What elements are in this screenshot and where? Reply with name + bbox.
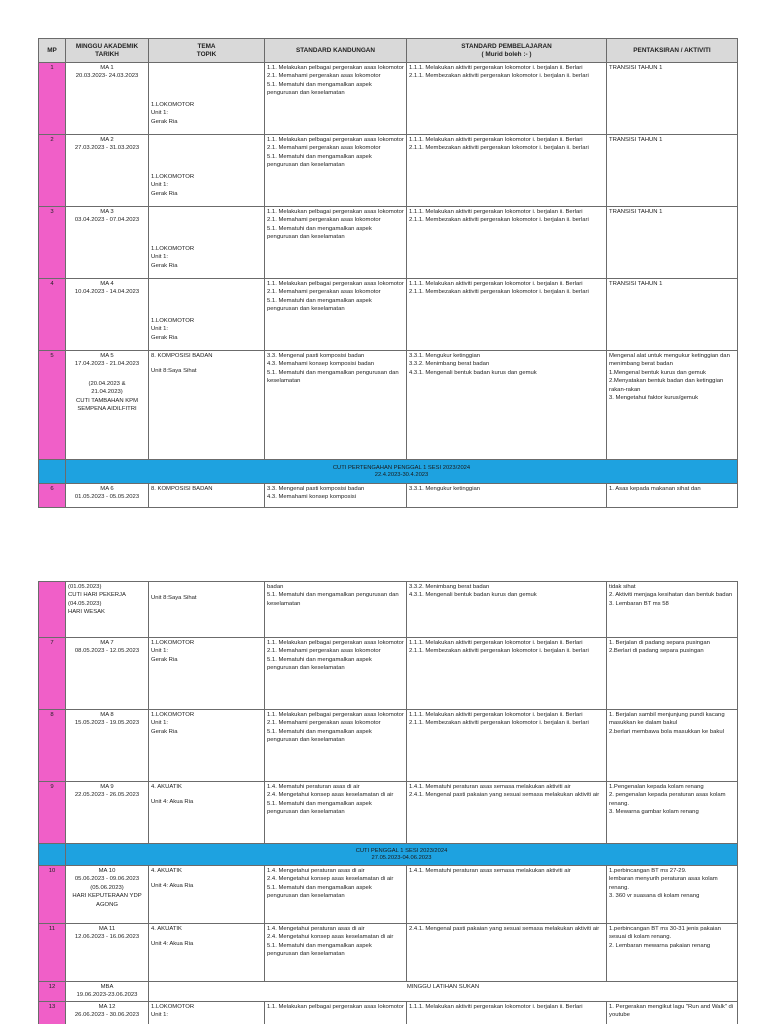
header-row (39, 39, 738, 63)
table-row (39, 924, 738, 982)
standard-pembelajaran-cell: 3.3.2. Menimbang berat badan 4.3.1. Mengenali bentuk badan kurus dan gemuk (407, 582, 607, 638)
mp-cell: 10 (39, 866, 66, 924)
minggu-cell: MA 7 08.05.2023 - 12.05.2023 (66, 638, 149, 710)
tema-topic: 4. AKUATIK (151, 926, 182, 932)
minggu-cell: MA 4 10.04.2023 - 14.04.2023 (66, 279, 149, 351)
tema-cell (149, 782, 265, 844)
minggu-cell: MBA 19.06.2023-23.06.2023 (66, 982, 149, 1002)
standard-pembelajaran-cell: 1.4.1. Mematuhi peraturan asas semasa melakukan aktiviti air 2.4.1. Mengenal pasti pakaian yang sesuai semasa melakukan aktiviti air (407, 782, 607, 844)
table-row (39, 782, 738, 844)
mp-cell: 13 (39, 1001, 66, 1024)
pentaksiran-cell: 1.Pengenalan kepada kolam renang 2. pengenalan kepada peraturan asas kolam renang. 3. Mewarna gambar kolam renang (607, 782, 738, 844)
tema-topic: 4. AKUATIK (151, 784, 182, 790)
mp-cell: 6 (39, 484, 66, 508)
standard-pembelajaran-cell: 1.1.1. Melakukan aktiviti pergerakan lokomotor i. berjalan ii. Berlari 2.1.1. Membezakan aktiviti pergerakan lokomotor i. berjalan ii. berlari (407, 63, 607, 135)
pentaksiran-cell: TRANSISI TAHUN 1 (607, 63, 738, 135)
tema-unit: Unit 8:Saya Sihat (151, 368, 197, 375)
pentaksiran-cell: 1. Berjalan di padang separa pusingan 2.Berlari di padang separa pusingan (607, 638, 738, 710)
page-2-clip (0, 581, 768, 1024)
tema-unit: Unit 4: Akua Ria (151, 941, 194, 948)
table-row (39, 1001, 738, 1024)
mp-cell: 8 (39, 710, 66, 782)
tema-cell (149, 866, 265, 924)
mp-cell (39, 844, 66, 866)
tema-cell: 8. KOMPOSISI BADAN (149, 484, 265, 508)
standard-pembelajaran-cell: 3.3.1. Mengukur ketinggian (407, 484, 607, 508)
sports-training-cell: MINGGU LATIHAN SUKAN (149, 982, 738, 1002)
tema-cell: 1.LOKOMOTOR Unit 1: Gerak Ria (149, 63, 265, 135)
tema-cell (149, 924, 265, 982)
holiday-title: CUTI PERTENGAHAN PENGGAL 1 SESI 2023/2024 (332, 464, 471, 471)
mp-cell: 12 (39, 982, 66, 1002)
standard-pembelajaran-cell: 1.1.1. Melakukan aktiviti pergerakan lokomotor i. berjalan ii. Berlari 2.1.1. Membezakan aktiviti pergerakan lokomotor i. berjalan ii. berlari (407, 207, 607, 279)
pentaksiran-cell: 1.perbincangan BT ms 30-31 jenis pakaian sesuai di kolam renang. 2. Lembaran mewarna pakaian renang (607, 924, 738, 982)
header-pentaksiran: PENTAKSIRAN / AKTIVITI (607, 39, 738, 63)
table-row (39, 63, 738, 135)
standard-pembelajaran-cell: 1.1.1. Melakukan aktiviti pergerakan lokomotor i. berjalan ii. Berlari 2.1.1. Membezakan aktiviti pergerakan lokomotor i. berjalan ii. berlari (407, 638, 607, 710)
holiday-banner-row (39, 460, 738, 484)
tema-unit: Unit 4: Akua Ria (151, 883, 194, 890)
lesson-plan-table-page-1 (38, 38, 738, 508)
pentaksiran-cell: 1. Asas kepada makanan sihat dan (607, 484, 738, 508)
header-mp: MP (39, 39, 66, 63)
mp-cell: 2 (39, 135, 66, 207)
table-row (39, 638, 738, 710)
standard-pembelajaran-cell: 3.3.1. Mengukur ketinggian 3.3.2. Menimbang berat badan 4.3.1. Mengenali bentuk badan kurus dan gemuk (407, 351, 607, 460)
standard-pembelajaran-cell: 1.1.1. Melakukan aktiviti pergerakan lokomotor i. berjalan ii. Berlari 2.1.1. Membezakan aktiviti pergerakan lokomotor i. berjalan ii. berlari (407, 135, 607, 207)
tema-topic: 8. KOMPOSISI BADAN (151, 353, 213, 359)
holiday-banner-row (39, 844, 738, 866)
minggu-cell: MA 6 01.05.2023 - 05.05.2023 (66, 484, 149, 508)
mp-cell (39, 582, 66, 638)
standard-kandungan-cell: 1.1. Melakukan pelbagai pergerakan asas lokomotor (265, 1001, 407, 1024)
minggu-cell: MA 3 03.04.2023 - 07.04.2023 (66, 207, 149, 279)
mp-cell: 7 (39, 638, 66, 710)
table-row (39, 279, 738, 351)
mp-cell: 5 (39, 351, 66, 460)
standard-pembelajaran-cell: 1.1.1. Melakukan aktiviti pergerakan lokomotor i. berjalan ii. Berlari 2.1.1. Membezakan aktiviti pergerakan lokomotor i. berjalan ii. berlari (407, 279, 607, 351)
table-row (39, 484, 738, 508)
mp-cell: 1 (39, 63, 66, 135)
table-row (39, 710, 738, 782)
tema-cell: 1.LOKOMOTOR Unit 1: Gerak Ria (149, 135, 265, 207)
holiday-title: CUTI PENGGAL 1 SESI 2023/2024 (355, 847, 448, 854)
minggu-dates: MA 5 17.04.2023 - 21.04.2023 (74, 353, 140, 368)
pentaksiran-cell: TRANSISI TAHUN 1 (607, 135, 738, 207)
mp-cell: 4 (39, 279, 66, 351)
header-standard-kandungan: STANDARD KANDUNGAN (265, 39, 407, 63)
pentaksiran-cell: tidak sihat 2. Aktiviti menjaga kesihatan dan bentuk badan 3. Lembaran BT ms 58 (607, 582, 738, 638)
tema-cell: 1.LOKOMOTOR Unit 1: Gerak Ria (149, 638, 265, 710)
lesson-plan-table-page-2 (38, 581, 738, 1024)
standard-kandungan-cell: 1.1. Melakukan pelbagai pergerakan asas lokomotor 2.1. Memahami pergerakan asas lokomotor 5.1. Mematuhi dan mengamalkan aspek pengurusan dan keselamatan (265, 207, 407, 279)
tema-cell (149, 351, 265, 460)
standard-kandungan-cell: 1.4. Mematuhi peraturan asas di air 2.4. Mengetahui konsep asas keselamatan di air 5.1. Mematuhi dan mengamalkan aspek pengurusan dan keselamatan (265, 782, 407, 844)
standard-kandungan-cell: 1.1. Melakukan pelbagai pergerakan asas lokomotor 2.1. Memahami pergerakan asas lokomotor 5.1. Mematuhi dan mengamalkan aspek pengurusan dan keselamatan (265, 135, 407, 207)
standard-kandungan-cell: 1.1. Melakukan pelbagai pergerakan asas lokomotor 2.1. Memahami pergerakan asas lokomotor 5.1. Mematuhi dan mengamalkan aspek pengurusan dan keselamatan (265, 279, 407, 351)
minggu-cell: MA 1 20.03.2023- 24.03.2023 (66, 63, 149, 135)
minggu-cell: MA 10 05.06.2023 - 09.06.2023 (05.06.2023) HARI KEPUTERAAN YDP AGONG (66, 866, 149, 924)
table-row (39, 582, 738, 638)
holiday-dates: 27.05.2023-04.06.2023 (371, 854, 432, 861)
minggu-cell (66, 351, 149, 460)
minggu-cell: MA 9 22.05.2023 - 26.05.2023 (66, 782, 149, 844)
tema-cell: 1.LOKOMOTOR Unit 1: Gerak Ria (149, 710, 265, 782)
holiday-banner (66, 460, 738, 484)
standard-kandungan-cell: 1.1. Melakukan pelbagai pergerakan asas lokomotor 2.1. Memahami pergerakan asas lokomotor 5.1. Mematuhi dan mengamalkan aspek pengurusan dan keselamatan (265, 63, 407, 135)
header-standard-pembelajaran: STANDARD PEMBELAJARAN ( Murid boleh :- ) (407, 39, 607, 63)
minggu-cell: MA 12 26.06.2023 - 30.06.2023 (66, 1001, 149, 1024)
standard-pembelajaran-cell: 2.4.1. Mengenal pasti pakaian yang sesuai semasa melakukan aktiviti air (407, 924, 607, 982)
tema-cell: 1.LOKOMOTOR Unit 1: (149, 1001, 265, 1024)
table-row (39, 866, 738, 924)
pentaksiran-cell: TRANSISI TAHUN 1 (607, 279, 738, 351)
header-minggu: MINGGU AKADEMIK TARIKH (66, 39, 149, 63)
standard-kandungan-cell: 1.1. Melakukan pelbagai pergerakan asas lokomotor 2.1. Memahami pergerakan asas lokomotor 5.1. Mematuhi dan mengamalkan aspek pengurusan dan keselamatan (265, 710, 407, 782)
mp-cell: 3 (39, 207, 66, 279)
standard-kandungan-cell: 1.4. Mengetahui peraturan asas di air 2.4. Mengetahui konsep asas keselamatan di air 5.1. Mematuhi dan mengamalkan aspek pengurusan dan keselamatan (265, 866, 407, 924)
pentaksiran-cell: 1. Pergerakan mengikut lagu "Run and Walk" di youtube (607, 1001, 738, 1024)
minggu-cell: MA 8 15.05.2023 - 19.05.2023 (66, 710, 149, 782)
standard-kandungan-cell: 1.4. Mengetahui peraturan asas di air 2.4. Mengetahui konsep asas keselamatan di air 5.1. Mematuhi dan mengamalkan aspek pengurusan dan keselamatan (265, 924, 407, 982)
minggu-cell: MA 2 27.03.2023 - 31.03.2023 (66, 135, 149, 207)
tema-cell: 1.LOKOMOTOR Unit 1: Gerak Ria (149, 279, 265, 351)
pentaksiran-cell: TRANSISI TAHUN 1 (607, 207, 738, 279)
tema-topic: 4. AKUATIK (151, 868, 182, 874)
table-row (39, 351, 738, 460)
standard-kandungan-cell: 1.1. Melakukan pelbagai pergerakan asas lokomotor 2.1. Memahami pergerakan asas lokomotor 5.1. Mematuhi dan mengamalkan aspek pengurusan dan keselamatan (265, 638, 407, 710)
holiday-dates: 22.4.2023-30.4.2023 (374, 471, 429, 478)
pentaksiran-cell: 1.perbincangan BT ms 27-29. lembaran menyurih peraturan asas kolam renang. 3. 360 vr suasana di kolam renang (607, 866, 738, 924)
table-row (39, 207, 738, 279)
standard-kandungan-cell: 3.3. Mengenal pasti komposisi badan 4.3. Memahami konsep komposisi (265, 484, 407, 508)
minggu-note: (20.04.2023 & 21.04.2023) CUTI TAMBAHAN KPM SEMPENA AIDILFITRI (76, 380, 138, 413)
mp-cell (39, 460, 66, 484)
tema-cell: Unit 8:Saya Sihat (149, 582, 265, 638)
mp-cell: 9 (39, 782, 66, 844)
table-row (39, 135, 738, 207)
standard-kandungan-cell: 3.3. Mengenal pasti komposisi badan 4.3. Memahami konsep komposisi badan 5.1. Mematuhi dan mengamalkan pengurusan dan keselamatan (265, 351, 407, 460)
standard-pembelajaran-cell: 1.4.1. Mematuhi peraturan asas semasa melakukan aktiviti air (407, 866, 607, 924)
standard-pembelajaran-cell: 1.1.1. Melakukan aktiviti pergerakan lokomotor i. berjalan ii. Berlari (407, 1001, 607, 1024)
mp-cell: 11 (39, 924, 66, 982)
holiday-banner (66, 844, 738, 866)
minggu-cell: MA 11 12.06.2023 - 16.06.2023 (66, 924, 149, 982)
pentaksiran-cell: 1. Berjalan sambil menjunjung pundi kacang masukkan ke dalam bakul 2.berlari membawa bola masukkan ke bakul (607, 710, 738, 782)
pentaksiran-cell: Mengenal alat untuk mengukur ketinggian dan menimbang berat badan 1.Mengenal bentuk kurus dan gemuk 2.Menyatakan bentuk badan dan ketinggian rakan-rakan 3. Mengetahui faktor kurus/gemuk (607, 351, 738, 460)
tema-cell: 1.LOKOMOTOR Unit 1: Gerak Ria (149, 207, 265, 279)
tema-unit: Unit 4: Akua Ria (151, 799, 194, 806)
standard-pembelajaran-cell: 1.1.1. Melakukan aktiviti pergerakan lokomotor i. berjalan ii. Berlari 2.1.1. Membezakan aktiviti pergerakan lokomotor i. berjalan ii. berlari (407, 710, 607, 782)
minggu-cell: (01.05.2023) CUTI HARI PEKERJA (04.05.2023) HARI WESAK (66, 582, 149, 638)
standard-kandungan-cell: badan 5.1. Mematuhi dan mengamalkan pengurusan dan keselamatan (265, 582, 407, 638)
table-row (39, 982, 738, 1002)
header-tema: TEMA TOPIK (149, 39, 265, 63)
